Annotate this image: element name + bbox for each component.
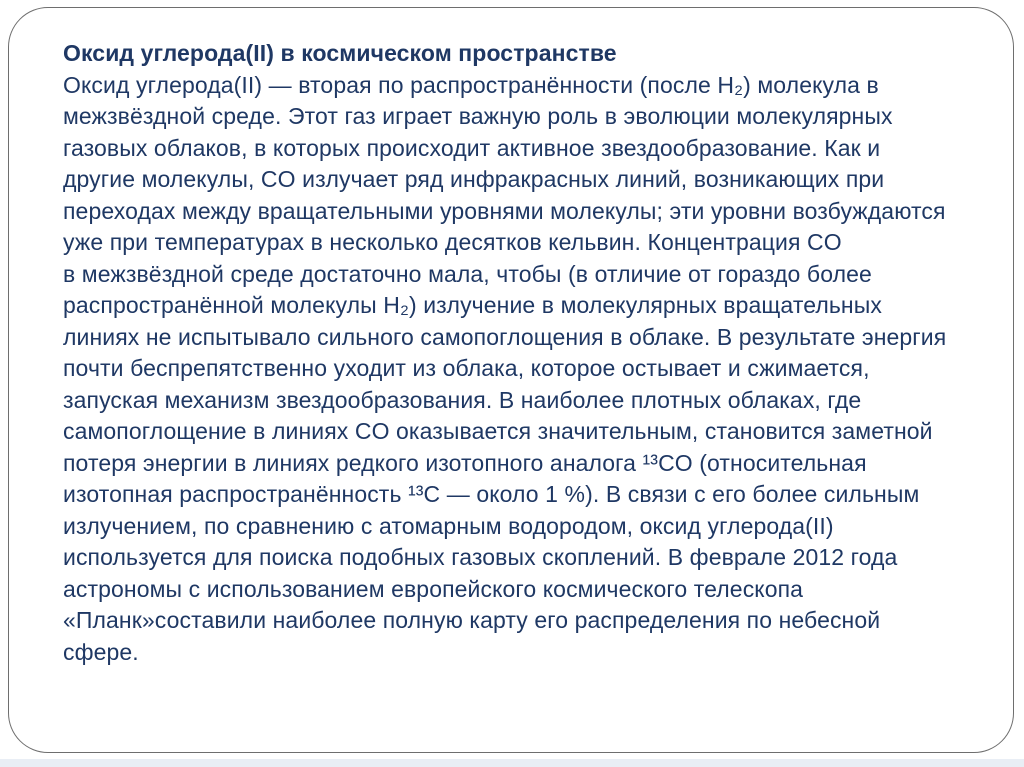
body-line: почти беспрепятственно уходит из облака, которое остывает и сжимается,: [63, 355, 870, 381]
slide-border-frame: [8, 7, 1014, 753]
body-line: излучением, по сравнению с атомарным водородом, оксид углерода(II): [63, 512, 834, 539]
body-line: запуская механизм звездообразования. В наиболее плотных облаках, где: [63, 386, 862, 413]
body-line: распространённой молекулы H₂) излучение в молекулярных вращательных: [63, 292, 882, 318]
body-line: потеря энергии в линиях редкого изотопного аналога ¹³CO (относительная: [63, 449, 867, 476]
body-line: переходах между вращательными уровнями молекулы; эти уровни возбуждаются: [63, 197, 946, 224]
body-line: Оксид углерода(II) — вторая по распространённости (после H₂) молекула в: [63, 71, 879, 98]
body-line: используется для поиска подобных газовых скоплений. В феврале 2012 года: [63, 544, 898, 570]
body-line: в межзвёздной среде достаточно мала, чтобы (в отличие от гораздо более: [63, 260, 872, 287]
body-line: изотопная распространённость ¹³C — около 1 %). В связи с его более сильным: [63, 481, 920, 507]
body-line: самопоглощение в линиях CO оказывается значительным, становится заметной: [63, 418, 933, 444]
body-line: газовых облаков, в которых происходит активное звездообразование. Как и: [63, 134, 881, 161]
body-line: другие молекулы, CO излучает ряд инфракрасных линий, возникающих при: [63, 166, 885, 192]
body-line: межзвёздной среде. Этот газ играет важную роль в эволюции молекулярных: [63, 103, 893, 129]
body-line: астрономы с использованием европейского космического телескопа: [63, 575, 804, 602]
slide-title: Оксид углерода(II) в космическом пространстве: [63, 40, 617, 66]
slide-text-block: [63, 38, 993, 668]
body-line: линиях не испытывало сильного самопоглощения в облаке. В результате энергия: [63, 323, 947, 350]
body-line: «Планк»составили наиболее полную карту его распределения по небесной: [63, 607, 881, 633]
body-line: сфере.: [63, 638, 139, 665]
canvas-bottom-strip: [0, 759, 1024, 767]
body-line: уже при температурах в несколько десятков кельвин. Концентрация CO: [63, 229, 842, 255]
